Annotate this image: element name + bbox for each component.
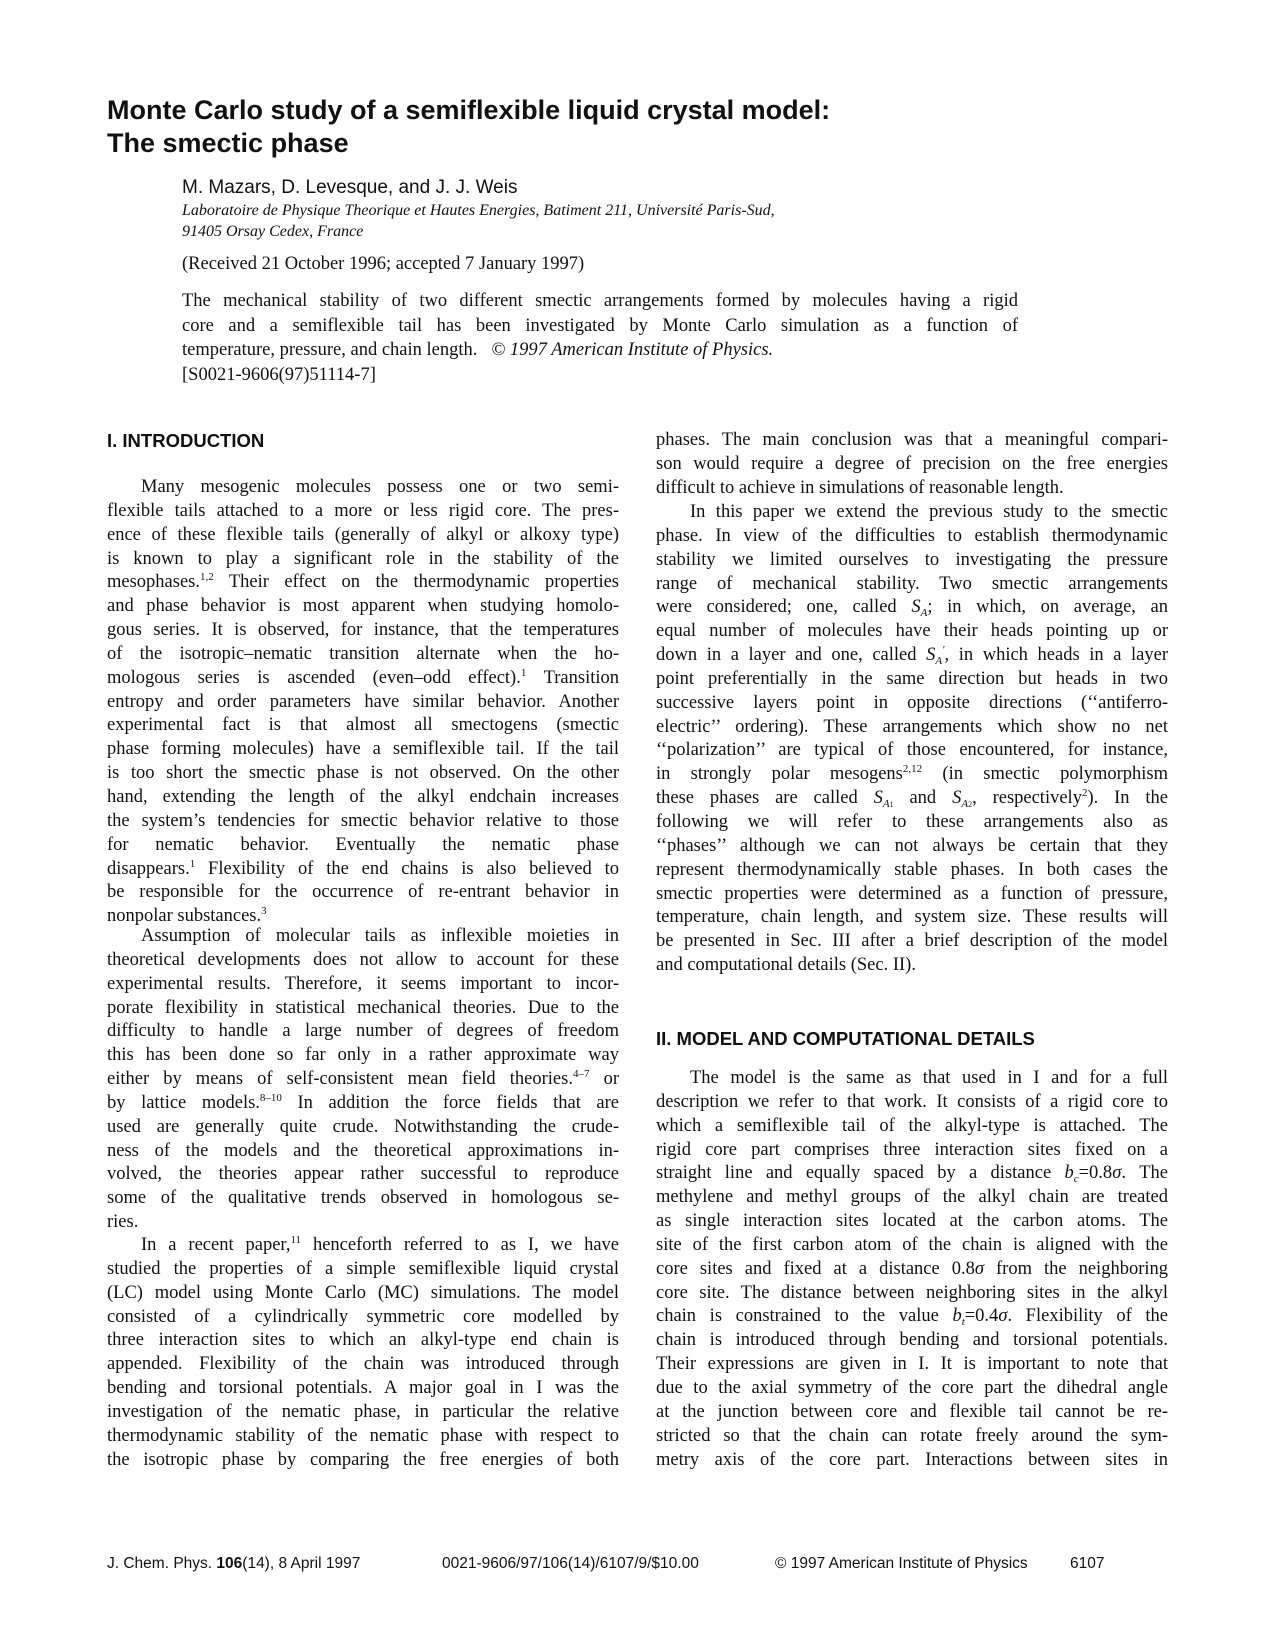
text-line: used are generally quite crude. Notwithstanding the crude-	[107, 1116, 619, 1137]
citation-ref: 8–10	[259, 1091, 282, 1104]
text-line: of the isotropic–nematic transition alternate when the ho-	[107, 643, 619, 664]
text-line: mologous series is ascended (even–odd effect).$^1$ Transition	[107, 666, 619, 688]
text-line: smectic properties were determined as a function of pressure,	[656, 883, 1168, 904]
page-number: 6107	[1070, 1555, 1105, 1572]
text-line: electric’’ ordering). These arrangements which show no net	[656, 716, 1168, 737]
model-paragraph-1	[656, 1067, 1168, 1472]
symbol-s-a1: $S_{A1}$	[873, 788, 894, 811]
text-line: by lattice models.$^{8-10}$ In addition the force fields that are	[107, 1091, 620, 1113]
text-line: ence of these flexible tails (generally of alkyl or alkoxy type)	[107, 524, 619, 545]
text-line: due to the axial symmetry of the core part the dihedral angle	[656, 1377, 1168, 1398]
text-line: range of mechanical stability. Two smectic arrangements	[656, 573, 1168, 594]
footer-code: 0021-9606/97/106(14)/6107/9/$10.00	[442, 1555, 699, 1572]
text-line: three interaction sites to which an alkyl-type end chain is	[107, 1330, 619, 1351]
text-line: difficult to achieve in simulations of reasonable length.	[656, 477, 1064, 498]
text-line: (LC) model using Monte Carlo (MC) simulations. The model	[107, 1282, 619, 1303]
received-dates: (Received 21 October 1996; accepted 7 January 1997)	[182, 254, 585, 274]
text-line: difficulty to handle a large number of degrees of freedom	[107, 1021, 619, 1042]
citation-ref: 3	[261, 905, 267, 918]
text-line: temperature, chain length, and system size. These results will	[656, 907, 1168, 928]
text-line: description we refer to that work. It consists of a rigid core to	[656, 1091, 1168, 1112]
text-line: be responsible for the occurrence of re-entrant behavior in	[107, 882, 619, 903]
text-line: phases. The main conclusion was that a meaningful compari-	[656, 430, 1168, 450]
abstract-line: core and a semiflexible tail has been investigated by Monte Carlo simulation as a function of	[182, 315, 1018, 336]
text-line: volved, the theories appear rather successful to reproduce	[107, 1164, 619, 1185]
text-line: stricted so that the chain can rotate freely around the sym-	[656, 1425, 1168, 1446]
title-line-2: The smectic phase	[107, 128, 349, 158]
authors: M. Mazars, D. Levesque, and J. J. Weis	[182, 177, 518, 198]
text-line: this has been done so far only in a rather approximate way	[107, 1045, 619, 1066]
text-line: chain is constrained to the value $b_t=0.4\sigma$. Flexibility of the	[656, 1306, 1169, 1329]
text-line: these phases are called $S_{A1}$ and $S_{A2}$, respectively$^2$). In the	[656, 787, 1169, 811]
text-line: at the junction between core and flexible tail cannot be re-	[656, 1401, 1168, 1422]
text-line: investigation of the nematic phase, in particular the relative	[107, 1401, 619, 1422]
text-line: straight line and equally spaced by a distance $b_c=0.8\sigma$. The	[656, 1163, 1169, 1186]
section-heading-model: II. MODEL AND COMPUTATIONAL DETAILS	[656, 1028, 1035, 1049]
footer-citation: J. Chem. Phys. 106(14), 8 April 1997	[107, 1555, 361, 1572]
intro-paragraph-4	[656, 429, 1168, 501]
text-line: Their expressions are given in I. It is important to note that	[656, 1354, 1168, 1375]
text-line: the isotropic phase by comparing the free energies of both	[107, 1449, 619, 1470]
text-line: thermodynamic stability of the nematic phase with respect to	[107, 1425, 619, 1446]
intro-paragraph-3	[107, 1234, 619, 1472]
text-line: Many mesogenic molecules possess one or two semi-	[141, 477, 619, 497]
text-line: appended. Flexibility of the chain was introduced through	[107, 1354, 619, 1375]
intro-paragraph-1	[107, 476, 619, 929]
text-line: stability we limited ourselves to investigating the pressure	[656, 549, 1168, 570]
footer-volume: 106	[216, 1555, 243, 1572]
text-line: gous series. It is observed, for instance, that the temperatures	[107, 620, 619, 641]
text-line: the system’s tendencies for smectic behavior relative to those	[107, 810, 619, 831]
text-line: either by means of self-consistent mean field theories.$^{4-7}$ or	[107, 1068, 619, 1090]
text-line: studied the properties of a simple semiflexible liquid crystal	[107, 1258, 619, 1279]
text-line: entropy and order parameters have similar behavior. Another	[107, 691, 619, 712]
citation-ref: 4–7	[572, 1068, 590, 1081]
text-line: phase. In view of the difficulties to establish thermodynamic	[656, 525, 1168, 546]
text-line: some of the qualitative trends observed in homologous se-	[107, 1188, 619, 1209]
text-line: experimental fact is that almost all smectogens (smectic	[107, 715, 619, 736]
text-line: is known to play a significant role in the stability of the	[107, 548, 619, 569]
text-line: which a semiflexible tail of the alkyl-type is attached. The	[656, 1115, 1168, 1136]
citation-ref: 1,2	[200, 571, 214, 584]
symbol-b-c: $b_c$	[1064, 1163, 1079, 1186]
text-line: for nematic behavior. Eventually the nematic phase	[107, 834, 619, 855]
text-line: successive layers point in opposite directions (‘‘antiferro-	[656, 692, 1168, 713]
citation-ref: 11	[290, 1234, 302, 1246]
text-line: and phase behavior is most apparent when studying homolo-	[107, 596, 619, 617]
text-line: represent thermodynamically stable phases. In both cases the	[656, 859, 1168, 880]
text-line: disappears.$^1$ Flexibility of the end chains is also believed to	[107, 857, 619, 879]
text-line: equal number of molecules have their heads pointing up or	[656, 621, 1168, 642]
text-line: following we will refer to these arrangements also as	[656, 811, 1168, 832]
text-line: Assumption of molecular tails as inflexible moieties in	[141, 926, 619, 946]
abstract-doi: [S0021-9606(97)51114-7]	[182, 364, 376, 385]
footer-copyright: © 1997 American Institute of Physics	[775, 1555, 1028, 1572]
text-line: be presented in Sec. III after a brief description of the model	[656, 931, 1168, 952]
citation-ref: 2	[1081, 787, 1088, 800]
intro-paragraph-2	[107, 925, 619, 1235]
text-line: chain is introduced through bending and torsional potentials.	[656, 1330, 1168, 1351]
text-line: were considered; one, called $S_A$; in which, on average, an	[656, 597, 1169, 620]
citation-ref: 1	[189, 857, 196, 870]
abstract-line: temperature, pressure, and chain length. © 1997 American Institute of Physics.	[182, 340, 774, 361]
text-line: site of the first carbon atom of the chain is aligned with the	[656, 1234, 1168, 1255]
text-line: down in a layer and one, called $S_A'$, in which heads in a layer	[656, 644, 1169, 668]
text-line: porate flexibility in statistical mechanical theories. Due to the	[107, 997, 619, 1018]
text-line: flexible tails attached to a more or less rigid core. The pres-	[107, 500, 619, 521]
text-line: son would require a degree of precision on the free energies	[656, 453, 1168, 474]
text-line: core sites and fixed at a distance 0.8σ from the neighboring	[656, 1258, 1168, 1279]
text-line: In this paper we extend the previous study to the smectic	[690, 502, 1168, 522]
affiliation-line-2: 91405 Orsay Cedex, France	[182, 223, 364, 240]
text-line: nonpolar substances.$^3$	[107, 905, 267, 927]
title-line-1: Monte Carlo study of a semiflexible liquid crystal model:	[107, 95, 831, 125]
intro-paragraph-5	[656, 501, 1168, 978]
symbol-s-a2: $S_{A2}$	[952, 788, 973, 811]
affiliation	[182, 200, 1022, 242]
text-line: in strongly polar mesogens$^{2,12}$ (in smectic polymorphism	[656, 763, 1168, 785]
text-line: phase forming molecules) have a semiflexible tail. If the tail	[107, 739, 619, 760]
abstract	[182, 289, 1018, 387]
section-heading-introduction: I. INTRODUCTION	[107, 430, 265, 451]
text-line: experimental results. Therefore, it seems important to incor-	[107, 973, 619, 994]
text-line: ries.	[107, 1212, 139, 1233]
text-line: methylene and methyl groups of the alkyl chain are treated	[656, 1187, 1168, 1208]
citation-ref: 1	[520, 666, 527, 679]
text-line: and computational details (Sec. II).	[656, 955, 916, 976]
text-line: rigid core part comprises three interaction sites fixed on a	[656, 1139, 1168, 1160]
abstract-copyright: © 1997 American Institute of Physics.	[491, 340, 774, 361]
text-line: metry axis of the core part. Interactions between sites in	[656, 1449, 1168, 1470]
text-line: theoretical developments does not allow to account for these	[107, 949, 619, 970]
citation-ref: 2,12	[902, 763, 923, 776]
symbol-s-a: $S_A$	[911, 597, 928, 620]
symbol-s-a-prime: $S_A'$	[926, 644, 945, 668]
symbol-b-t: $b_t$	[952, 1306, 965, 1329]
text-line: In a recent paper,$^{11}$ henceforth referred to as I, we have	[141, 1234, 619, 1255]
text-line: ness of the models and the theoretical approximations in-	[107, 1140, 619, 1161]
text-line: hand, extending the length of the alkyl endchain increases	[107, 786, 619, 807]
text-line: point preferentially in the same direction but heads in two	[656, 668, 1168, 689]
text-line: ‘‘phases’’ although we can not always be certain that they	[656, 835, 1168, 856]
text-line: The model is the same as that used in I and for a full	[690, 1068, 1168, 1088]
text-line: is too short the smectic phase is not observed. On the other	[107, 763, 619, 784]
text-line: core site. The distance between neighboring sites in the alkyl	[656, 1282, 1168, 1303]
article-title	[107, 94, 1107, 160]
text-line: consisted of a cylindrically symmetric core modelled by	[107, 1306, 619, 1327]
abstract-line: The mechanical stability of two different smectic arrangements formed by molecules having a rigid	[182, 291, 1018, 311]
affiliation-line-1: Laboratoire de Physique Theorique et Hautes Energies, Batiment 211, Université Paris-Sud,	[182, 202, 775, 219]
text-line: ‘‘polarization’’ are typical of those encountered, for instance,	[656, 740, 1168, 761]
text-line: mesophases.$^{1,2}$ Their effect on the thermodynamic properties	[107, 571, 619, 593]
text-line: bending and torsional potentials. A major goal in I was the	[107, 1378, 619, 1399]
text-line: as single interaction sites located at the carbon atoms. The	[656, 1211, 1168, 1232]
